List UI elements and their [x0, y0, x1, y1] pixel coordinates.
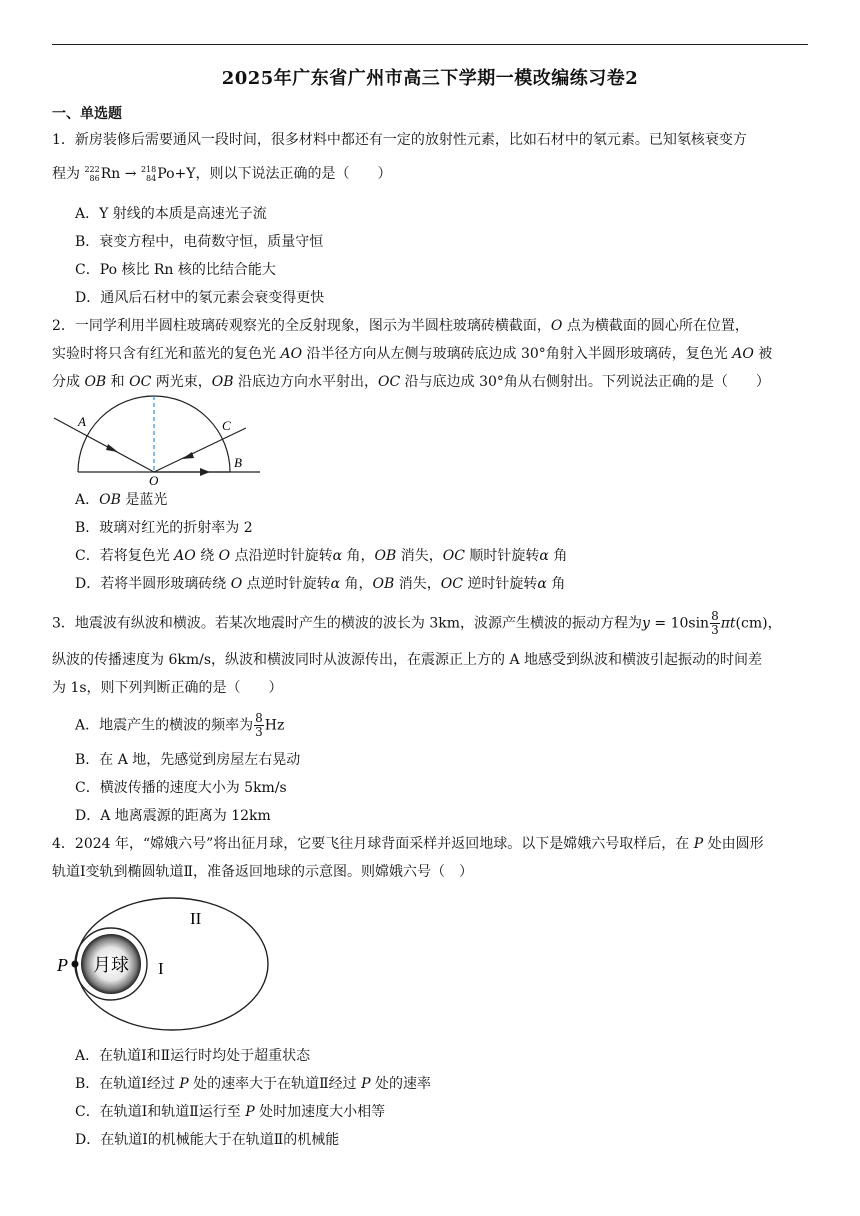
orbit-figure [54, 894, 270, 1036]
q2-stem-line1: 2．一同学利用半圆柱玻璃砖观察光的全反射现象，图示为半圆柱玻璃砖横截面，O 点为横截面的圆心所在位置， [52, 318, 749, 334]
po-isotope-numbers [141, 165, 156, 183]
rn-isotope-numbers [84, 165, 99, 183]
top-rule [52, 44, 808, 45]
q2-option-c[interactable]: C．若将复色光 AO 绕 O 点沿逆时针旋转α 角，OB 消失，OC 顺时针旋转α 角 [75, 548, 568, 564]
q1-text: ，则以下说法正确的是（ ） [195, 166, 392, 182]
q3-stem-line2: 纵波的传播速度为 6km/s，纵波和横波同时从波源传出，在震源正上方的 A 地感受到纵波和横波引起振动的时间差 [52, 652, 763, 668]
arrow-icon: → [124, 166, 137, 182]
page-title: 2025年广东省广州市高三下学期一模改编练习卷2 [221, 68, 639, 89]
label-orbit-i: I [158, 959, 164, 978]
po-symbol: Po+Y [157, 166, 196, 182]
q3-option-c[interactable]: C．横波传播的速度大小为 5km/s [75, 780, 287, 796]
q2-stem-line2: 实验时将只含有红光和蓝光的复色光 AO 沿半径方向从左侧与玻璃砖底边成 30°角射入半圆形玻璃砖，复色光 AO 被 [52, 346, 773, 362]
q1-option-a[interactable]: A．Y 射线的本质是高速光子流 [75, 206, 267, 222]
incident-ray-ao [54, 418, 154, 472]
fraction-8-3: $\frac{8}{3}$ [711, 609, 719, 637]
po-mass-number: 218 [140, 165, 157, 174]
q1-option-c[interactable]: C．Po 核比 Rn 核的比结合能大 [75, 262, 276, 278]
q3-stem-line1: 3．地震波有纵波和横波。若某次地震时产生的横波的波长为 3km，波源产生横波的振动方程为y = 10sin $\frac{8}{3}$ πt(cm)， [52, 609, 782, 637]
arrow-icon [200, 468, 210, 476]
point-p-dot [72, 961, 79, 968]
q2-stem-line3: 分成 OB 和 OC 两光束，OB 沿底边方向水平射出，OC 沿与底边成 30°角从右侧射出。下列说法正确的是（ ） [52, 374, 770, 390]
arrow-icon [182, 452, 194, 459]
label-o: O [149, 473, 159, 486]
label-p: P [57, 955, 68, 975]
q3-option-d[interactable]: D．A 地离震源的距离为 12km [75, 808, 271, 824]
q1-stem-line2 [52, 164, 391, 184]
arrow-icon [106, 444, 118, 452]
rn-mass-number: 222 [84, 165, 100, 174]
label-a: A [78, 414, 86, 429]
q4-option-a[interactable]: A．在轨道Ⅰ和Ⅱ运行时均处于超重状态 [75, 1048, 311, 1064]
q4-stem-line2: 轨道Ⅰ变轨到椭圆轨道Ⅱ，准备返回地球的示意图。则嫦娥六号（ ） [52, 864, 474, 880]
q2-option-a[interactable]: A．OB 是蓝光 [75, 492, 168, 508]
q4-stem-line1: 4．2024 年，“嫦娥六号”将出征月球，它要飞往月球背面采样并返回地球。以下是嫦娥六号取样后，在 P 处由圆形 [52, 836, 764, 852]
q2-option-b[interactable]: B．玻璃对红光的折射率为 2 [75, 520, 253, 536]
q4-option-b[interactable]: B．在轨道Ⅰ经过 P 处的速率大于在轨道Ⅱ经过 P 处的速率 [75, 1076, 431, 1092]
q3-stem-line3: 为 1s，则下列判断正确的是（ ） [52, 680, 283, 696]
fraction-8-3: $\frac{8}{3}$ [255, 711, 263, 739]
section-heading: 一、单选题 [52, 106, 122, 122]
q1-stem-line1: 1．新房装修后需要通风一段时间，很多材料中都还有一定的放射性元素，比如石材中的氡元素。已知氡核衰变方 [52, 132, 747, 148]
q1-option-d[interactable]: D．通风后石材中的氡元素会衰变得更快 [75, 290, 325, 306]
semicircle-glass-figure [50, 392, 270, 486]
q4-option-d[interactable]: D．在轨道Ⅰ的机械能大于在轨道Ⅱ的机械能 [75, 1132, 340, 1148]
label-b: B [234, 455, 242, 470]
moon-label: 月球 [93, 955, 129, 975]
rn-atomic-number: 86 [89, 174, 100, 183]
po-atomic-number: 84 [146, 174, 157, 183]
q4-option-c[interactable]: C．在轨道Ⅰ和轨道Ⅱ运行至 P 处时加速度大小相等 [75, 1104, 386, 1120]
rn-symbol: Rn [100, 166, 121, 182]
q3-option-a[interactable]: A．地震产生的横波的频率为 $\frac{8}{3}$ Hz [75, 711, 285, 739]
ray-oc [154, 428, 246, 472]
label-orbit-ii: II [190, 909, 202, 928]
q3-option-b[interactable]: B．在 A 地，先感觉到房屋左右晃动 [75, 752, 301, 768]
label-c: C [222, 418, 231, 433]
q1-text: 程为 [52, 166, 80, 182]
q1-option-b[interactable]: B．衰变方程中，电荷数守恒，质量守恒 [75, 234, 324, 250]
q2-option-d[interactable]: D．若将半圆形玻璃砖绕 O 点逆时针旋转α 角，OB 消失，OC 逆时针旋转α 角 [75, 576, 566, 592]
